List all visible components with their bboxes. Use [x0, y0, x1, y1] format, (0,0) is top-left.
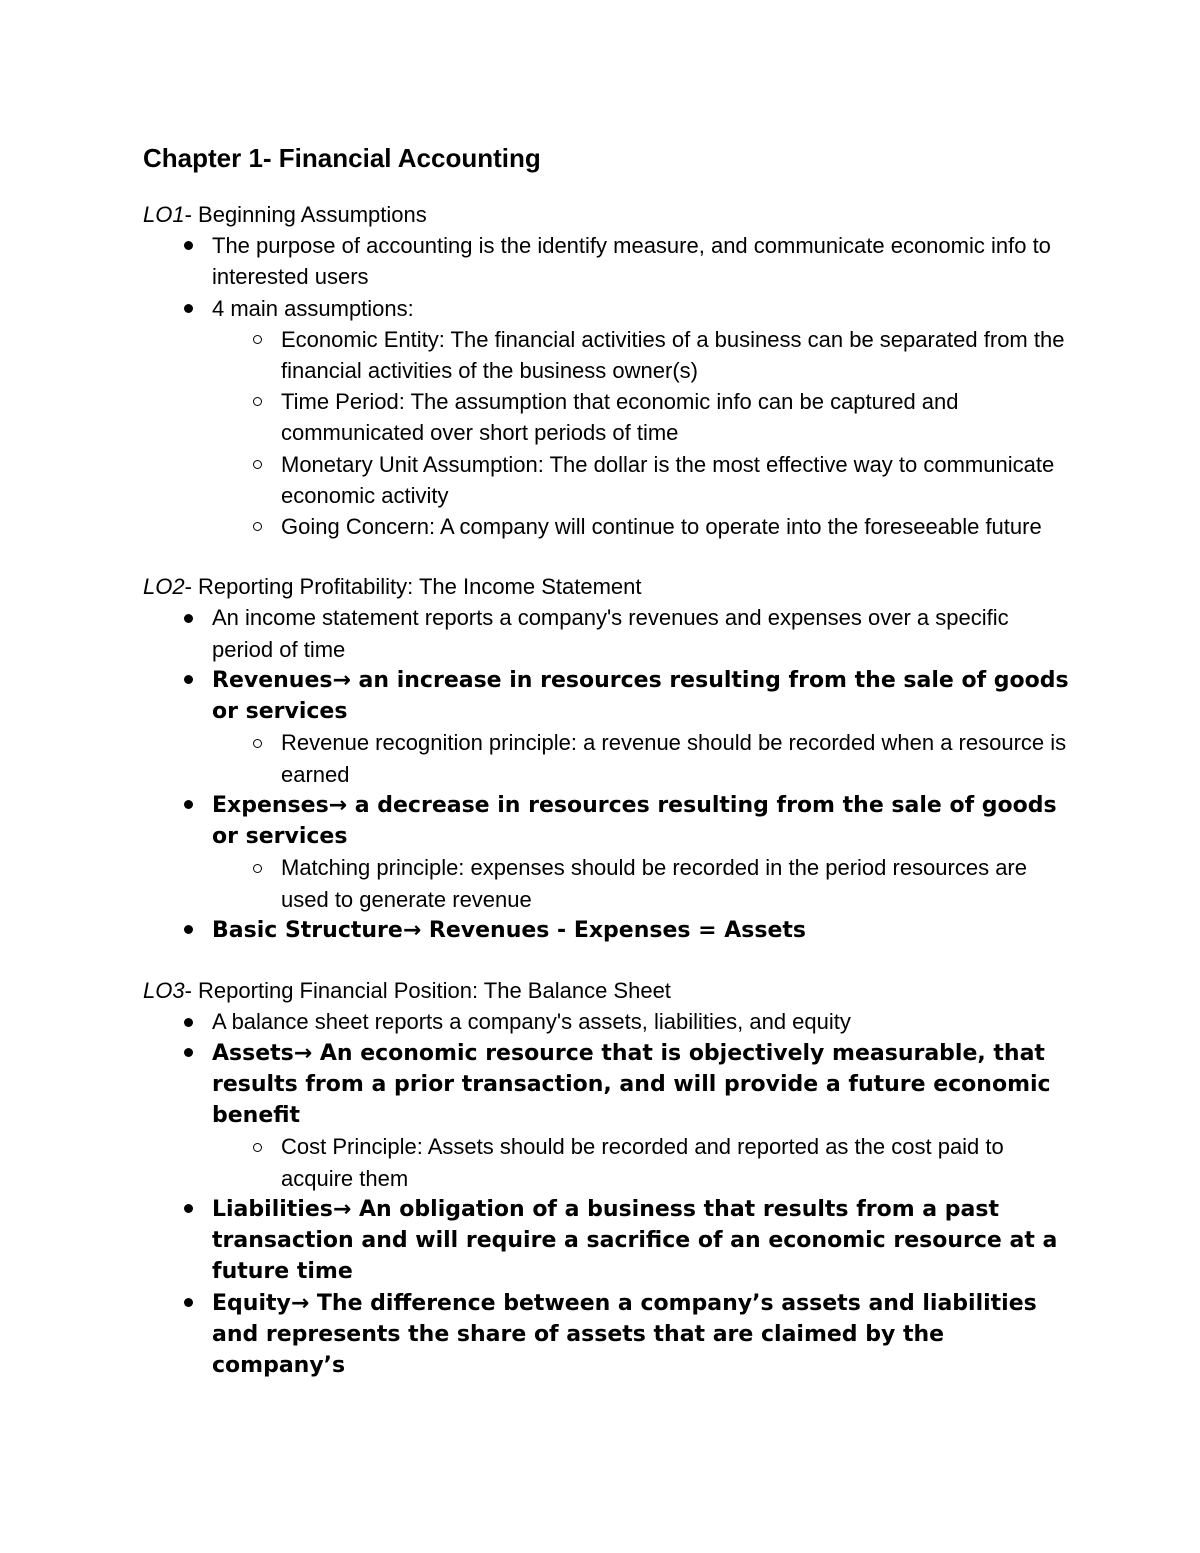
bullet-dot-icon — [178, 602, 198, 633]
bullet-ring-icon — [247, 511, 267, 542]
sub-list-item — [211, 449, 1073, 511]
section-code: LO1 — [143, 202, 185, 227]
sub-bullet-list — [212, 324, 1073, 542]
list-item — [143, 790, 1073, 915]
bullet-ring-icon — [247, 449, 267, 480]
bullet-dot-icon — [178, 1194, 198, 1225]
bullet-list — [143, 230, 1073, 542]
sub-list-item-text: Monetary Unit Assumption: The dollar is the most effective way to communicate economic activity — [281, 451, 1055, 508]
list-item-text: Equity→ The difference between a company’s assets and liabilities and represents the share of assets that are claimed by the company’s — [212, 1290, 1037, 1379]
sub-bullet-list — [212, 727, 1073, 789]
section-code: LO3 — [143, 978, 185, 1004]
list-item-text: Liabilities→ An obligation of a business that results from a past transaction and will require a sacrifice of an economic resource at a future time — [212, 1196, 1058, 1285]
list-item — [143, 665, 1073, 790]
bullet-list — [143, 1006, 1073, 1381]
section-heading — [143, 975, 1073, 1006]
bullet-ring-icon — [247, 852, 267, 883]
list-item — [143, 1194, 1073, 1288]
sub-list-item — [211, 324, 1073, 386]
list-item — [143, 230, 1073, 292]
bullet-dot-icon — [178, 1038, 198, 1069]
sub-list-item — [211, 511, 1073, 542]
list-item-text: An income statement reports a company's revenues and expenses over a specific period of time — [212, 605, 1009, 662]
list-item — [143, 602, 1073, 664]
section-lo3 — [143, 975, 1073, 1381]
sub-bullet-list — [212, 1131, 1073, 1193]
list-item-text: Assets→ An economic resource that is objectively measurable, that results from a prior transaction, and will provide a future economic benefit — [212, 1040, 1051, 1129]
sub-list-item-text: Economic Entity: The financial activities of a business can be separated from the financial activities of the business owner(s) — [281, 326, 1065, 384]
list-item — [143, 1288, 1073, 1382]
sub-list-item — [211, 852, 1073, 914]
page-title: Chapter 1- Financial Accounting — [143, 143, 541, 173]
section-lo1 — [143, 199, 1073, 542]
list-item-text: 4 main assumptions: — [212, 295, 414, 321]
sub-list-item — [211, 727, 1073, 789]
bullet-ring-icon — [247, 324, 267, 355]
bullet-dot-icon — [178, 230, 198, 261]
sub-list-item-text: Time Period: The assumption that economic info can be captured and communicated over short periods of time — [281, 389, 959, 446]
section-heading-text: - Reporting Financial Position: The Balance Sheet — [184, 978, 671, 1004]
bullet-ring-icon — [247, 386, 267, 417]
list-item — [143, 1006, 1073, 1037]
bullet-dot-icon — [178, 665, 198, 696]
list-item-text: The purpose of accounting is the identify measure, and communicate economic info to interested users — [212, 233, 1051, 290]
list-item-text: Basic Structure→ Revenues - Expenses = Assets — [212, 917, 806, 943]
section-heading-text: - Reporting Profitability: The Income Statement — [184, 574, 642, 600]
document-page — [143, 138, 1073, 1411]
list-item-text: Revenues→ an increase in resources resulting from the sale of goods or services — [212, 667, 1069, 725]
sub-list-item-text: Matching principle: expenses should be recorded in the period resources are used to generate revenue — [281, 855, 1027, 912]
sub-list-item — [211, 1131, 1073, 1193]
list-item-text: A balance sheet reports a company's assets, liabilities, and equity — [212, 1009, 851, 1035]
bullet-ring-icon — [247, 727, 267, 758]
list-item — [143, 293, 1073, 543]
bullet-dot-icon — [178, 1288, 198, 1319]
section-heading — [143, 571, 1073, 602]
section-code: LO2 — [143, 574, 185, 600]
list-item — [143, 1038, 1073, 1194]
sub-bullet-list — [212, 852, 1073, 914]
sub-list-item-text: Cost Principle: Assets should be recorded and reported as the cost paid to acquire them — [281, 1134, 1004, 1191]
bullet-ring-icon — [247, 1131, 267, 1162]
section-heading-text: - Beginning Assumptions — [184, 202, 427, 227]
sub-list-item-text: Going Concern: A company will continue to operate into the foreseeable future — [281, 514, 1042, 540]
bullet-dot-icon — [178, 1006, 198, 1037]
section-lo2 — [143, 571, 1073, 946]
bullet-dot-icon — [178, 915, 198, 946]
bullet-dot-icon — [178, 293, 198, 324]
list-item — [143, 915, 1073, 946]
sub-list-item-text: Revenue recognition principle: a revenue should be recorded when a resource is earned — [281, 730, 1067, 787]
list-item-text: Expenses→ a decrease in resources resulting from the sale of goods or services — [212, 792, 1057, 850]
bullet-dot-icon — [178, 790, 198, 821]
sub-list-item — [211, 386, 1073, 448]
section-heading — [143, 199, 1073, 230]
bullet-list — [143, 602, 1073, 946]
